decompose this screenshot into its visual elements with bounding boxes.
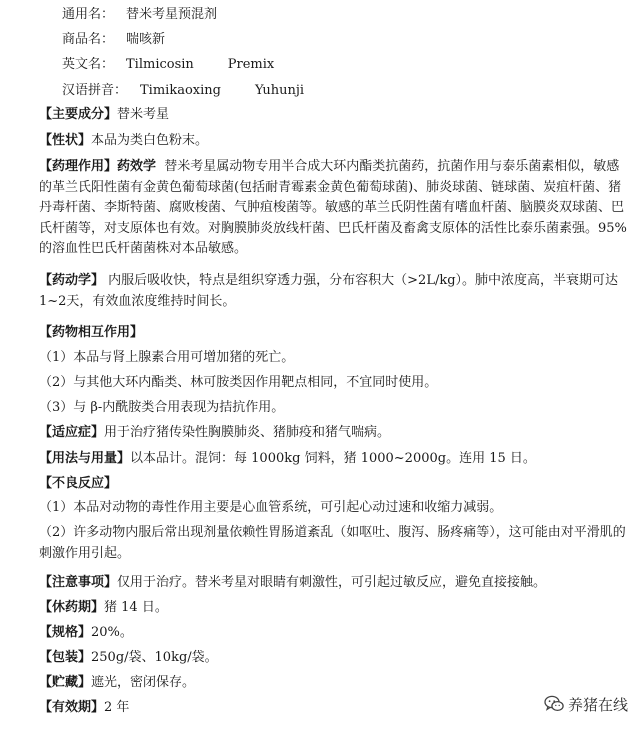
pinyin-row	[62, 81, 640, 101]
indications-label: 【适应症】	[39, 425, 105, 440]
dosage-text: 以本品计。混饲：每 1000kg 饲料，猪 1000~2000g。连用 15 日。	[130, 451, 536, 466]
pharmacokinetics-paragraph	[39, 271, 631, 312]
pharmacokinetics-label: 【药动学】	[39, 273, 105, 288]
pinyin-value-2: Yuhunji	[254, 83, 305, 98]
precautions-text: 仅用于治疗。替米考星对眼睛有刺激性，可引起过敏反应，避免直接接触。	[117, 575, 547, 590]
interaction-item: （1）本品与肾上腺素合用可增加猪的死亡。	[39, 350, 295, 365]
dosage-label: 【用法与用量】	[39, 451, 131, 466]
pharmacology-text: 替米考星属动物专用半合成大环内酯类抗菌药，抗菌作用与泰乐菌素相似，敏感的革兰氏阳性菌有金黄色葡萄球菌(包括耐青霉素金黄色葡萄球菌)、肺炎球菌、链球菌、炭疽杆菌、猪丹毒杆菌、李斯特菌、腐败梭菌、气肿疽梭菌等。敏感的革兰氏阴性菌有嗜血杆菌、脑膜炎双球菌、巴氏杆菌等，对支原体也有效。对胸膜肺炎放线杆菌、巴氏杆菌及畜禽支原体的活性比泰乐菌素强。95%的溶血性巴氏杆菌菌株对本品敏感。	[39, 159, 627, 256]
precautions-label: 【注意事项】	[39, 575, 118, 590]
english-name-value-2: Premix	[227, 57, 275, 72]
spec-label: 【规格】	[39, 625, 92, 640]
ingredient-text: 替米考星	[117, 107, 170, 122]
storage-text: 遮光，密闭保存。	[91, 675, 196, 690]
validity-text: 2 年	[104, 700, 130, 715]
validity-label: 【有效期】	[39, 700, 105, 715]
indications-row	[39, 423, 631, 443]
watermark	[544, 693, 628, 715]
dosage-row	[39, 449, 631, 469]
package-label: 【包装】	[39, 650, 92, 665]
indications-text: 用于治疗猪传染性胸膜肺炎、猪肺疫和猪气喘病。	[104, 425, 391, 440]
ingredient-label: 【主要成分】	[39, 107, 118, 122]
interaction-item: （3）与 β-内酰胺类合用表现为拮抗作用。	[39, 400, 285, 415]
adverse-item: （1）本品对动物的毒性作用主要是心血管系统，可引起心动过速和收缩力减弱。	[39, 500, 503, 515]
storage-label: 【贮藏】	[39, 675, 92, 690]
pharmacokinetics-text: 内服后吸收快，特点是组织穿透力强，分布容积大（>2L/kg）。肺中浓度高，半衰期可达1~2天，有效血浓度维持时间长。	[39, 273, 619, 309]
english-name-label: 英文名：	[62, 57, 115, 72]
withdrawal-text: 猪 14 日。	[104, 600, 168, 615]
spec-text: 20%。	[91, 625, 133, 640]
trade-name-row	[62, 30, 640, 50]
ingredient-row	[39, 105, 631, 125]
pharmacology-paragraph	[39, 157, 631, 260]
appearance-text: 本品为类白色粉末。	[91, 133, 209, 148]
adverse-item: （2）许多动物内服后常出现剂量依赖性胃肠道紊乱（如呕吐、腹泻、肠疼痛等），这可能由对平滑肌的刺激作用引起。	[39, 525, 626, 561]
watermark-text: 养猪在线	[567, 695, 628, 714]
package-text: 250g/袋、10kg/袋。	[91, 650, 218, 665]
appearance-row	[39, 131, 631, 151]
spec-row	[39, 623, 631, 643]
english-name-row	[62, 55, 640, 75]
storage-row	[39, 673, 631, 693]
pharmacology-label: 【药理作用】药效学	[39, 159, 157, 174]
trade-name-label: 商品名：	[62, 32, 115, 47]
trade-name-value: 喘咳新	[126, 32, 166, 47]
generic-name-row	[62, 5, 640, 25]
generic-name-value: 替米考星预混剂	[126, 7, 218, 22]
package-row	[39, 648, 631, 668]
english-name-value-1: Tilmicosin	[126, 57, 194, 72]
generic-name-label: 通用名：	[62, 7, 115, 22]
withdrawal-row	[39, 598, 631, 618]
pinyin-label: 汉语拼音：	[62, 83, 128, 98]
adverse-heading	[39, 474, 631, 494]
precautions-row	[39, 573, 631, 593]
interactions-label: 【药物相互作用】	[39, 325, 144, 340]
withdrawal-label: 【休药期】	[39, 600, 105, 615]
pinyin-value-1: Timikaoxing	[140, 83, 221, 98]
appearance-label: 【性状】	[39, 133, 92, 148]
interaction-item: （2）与其他大环内酯类、林可胺类因作用靶点相同，不宜同时使用。	[39, 375, 438, 390]
validity-row	[39, 698, 631, 718]
interactions-heading	[39, 323, 631, 343]
wechat-icon	[544, 695, 564, 713]
adverse-label: 【不良反应】	[39, 476, 118, 491]
